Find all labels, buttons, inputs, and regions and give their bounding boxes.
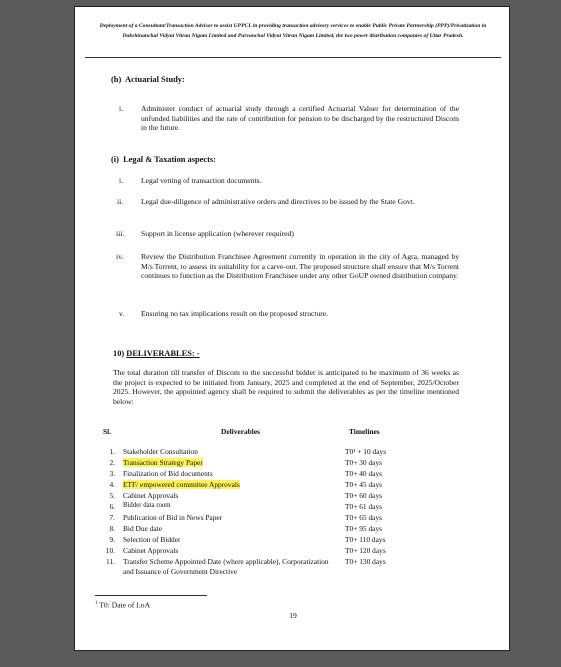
row-timeline: T0+ 110 days bbox=[345, 535, 386, 544]
row-timeline: T0+ 30 days bbox=[345, 458, 383, 467]
column-header-deliverables: Deliverables bbox=[221, 427, 260, 436]
section-i-item-text: Legal due-diligence of administrative orders and directives to be issued by the State Govt. bbox=[141, 197, 415, 206]
section-h-item-num: i. bbox=[119, 104, 124, 113]
row-timeline: T0+ 65 days bbox=[345, 513, 383, 522]
page-number: 19 bbox=[289, 611, 297, 620]
section-i-item-num: iv. bbox=[116, 252, 124, 261]
table-header bbox=[75, 427, 511, 437]
footnote-divider bbox=[95, 595, 207, 596]
row-sl: 2. bbox=[109, 458, 115, 467]
section-i-item-num: i. bbox=[119, 176, 124, 185]
row-sl: 10. bbox=[105, 546, 115, 555]
document-page bbox=[74, 6, 510, 651]
table-row bbox=[75, 491, 511, 501]
table-row bbox=[75, 513, 511, 523]
section-h-heading bbox=[111, 75, 185, 84]
row-timeline: T0+ 60 days bbox=[345, 491, 383, 500]
section-h-item-text: Administer conduct of actuarial study through a certified Actuarial Valuer for determination of the unfunded liabilities and the rate of contribution for pension to be discharged by the restructured Discom in the future. bbox=[141, 104, 459, 133]
row-deliverable: Bid Due date bbox=[123, 524, 162, 533]
header-divider bbox=[85, 57, 501, 58]
row-sl: 7. bbox=[109, 513, 115, 522]
deliverables-heading bbox=[113, 349, 200, 358]
row-deliverable: Selection of Bidder bbox=[123, 535, 181, 544]
table-row bbox=[75, 480, 511, 490]
column-header-sl: Sl. bbox=[103, 427, 112, 436]
section-h-marker: (h) bbox=[111, 75, 122, 84]
section-i-item-num: iii. bbox=[116, 229, 125, 238]
row-sl: 8. bbox=[109, 524, 115, 533]
table-row bbox=[75, 535, 511, 545]
section-i-marker: (i) bbox=[111, 155, 119, 164]
row-sl: 5. bbox=[109, 491, 115, 500]
table-row bbox=[75, 469, 511, 479]
row-timeline: T0+ 130 days bbox=[345, 557, 386, 566]
page-header: Deployment of a Consultant/Transaction Advisor to assist UPPCL in providing transaction advisory services to enable Public Private Partnership (PPP)/Privatization in Dakshinanchal Vidyut Vitran Nigam Limited and Purvanchal Vidyut Vitran Nigam Limited, the two power distribution companies of Uttar Pradesh. bbox=[99, 23, 487, 39]
row-deliverable: Bidder data room bbox=[123, 502, 171, 509]
row-deliverable: Transfer Scheme Appointed Date (where applicable), Corporatization and Issuance of Government Directive bbox=[123, 557, 329, 576]
deliverables-title: DELIVERABLES: - bbox=[126, 349, 200, 358]
section-i-item-num: ii. bbox=[117, 197, 124, 206]
section-i-item-text: Ensuring no tax implications result on the proposed structure. bbox=[141, 309, 329, 318]
row-timeline: T0¹ + 10 days bbox=[345, 447, 387, 456]
footnote-text: T0: Date of LoA bbox=[99, 600, 151, 610]
footnote-marker: 1 bbox=[95, 601, 98, 606]
row-sl: 4. bbox=[109, 480, 115, 489]
row-deliverable: Stakeholder Consultation bbox=[123, 447, 198, 456]
row-timeline: T0+ 40 days bbox=[345, 469, 383, 478]
row-deliverable: Publication of Bid in News Paper bbox=[123, 513, 223, 522]
table-row bbox=[75, 557, 511, 579]
table-row bbox=[75, 546, 511, 556]
table-row bbox=[75, 502, 511, 512]
row-deliverable: Cabinet Approvals bbox=[123, 546, 179, 555]
row-sl: 1. bbox=[109, 447, 115, 456]
deliverables-intro: The total duration till transfer of Discom to the successful bidder is anticipated to be maximum of 36 weeks as the project is expected to be initiated from January, 2025 and completed at the end of September, 2025/October 2025. However, the appointed agency shall be required to submit the deliverables as per the timeline mentioned below: bbox=[113, 368, 459, 406]
section-h-title: Actuarial Study: bbox=[124, 75, 185, 84]
row-timeline: T0+ 95 days bbox=[345, 524, 383, 533]
row-deliverable: Cabinet Approvals bbox=[123, 491, 179, 500]
row-deliverable: Finalization of Bid documents bbox=[123, 469, 213, 478]
row-deliverable-highlighted: Transaction Strategy Paper bbox=[123, 458, 203, 467]
table-row bbox=[75, 524, 511, 534]
section-i-heading bbox=[111, 155, 216, 164]
section-i-item-num: v. bbox=[119, 309, 125, 318]
row-sl: 3. bbox=[109, 469, 115, 478]
row-timeline: T0+ 61 days bbox=[345, 502, 383, 511]
row-timeline: T0+ 45 days bbox=[345, 480, 383, 489]
deliverables-number: 10) bbox=[113, 349, 125, 358]
row-sl: 11. bbox=[106, 557, 115, 566]
row-sl: 6. bbox=[109, 502, 115, 511]
row-deliverable-highlighted: ETF/ empowered committee Approvals bbox=[123, 480, 240, 489]
footnote bbox=[95, 599, 150, 610]
section-i-item-text: Legal vetting of transaction documents. bbox=[141, 176, 262, 185]
column-header-timelines: Timelines bbox=[349, 427, 380, 436]
section-i-item-text: Support in license application (wherever required) bbox=[141, 229, 294, 238]
row-sl: 9. bbox=[109, 535, 115, 544]
row-timeline: T0+ 120 days bbox=[345, 546, 386, 555]
section-i-title: Legal & Taxation aspects: bbox=[123, 155, 216, 164]
table-row bbox=[75, 447, 511, 457]
section-i-item-text: Review the Distribution Franchisee Agreement currently in operation in the city of Agra, managed by M/s Torrent, to assess its suitability for a carve-out. The proposed structure shall ensure that M/s Torrent continues to function as the Distribution Franchisee under any other GoUP owned distribution company. bbox=[141, 252, 459, 281]
table-row bbox=[75, 458, 511, 468]
